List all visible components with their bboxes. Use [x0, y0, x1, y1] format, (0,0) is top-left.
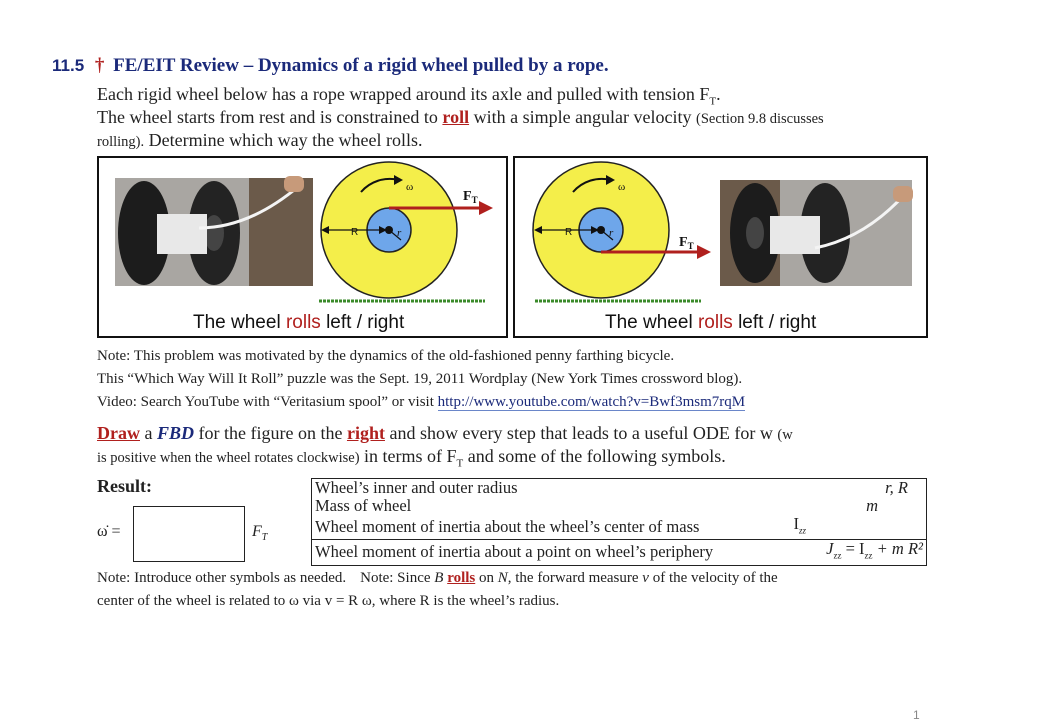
symbol-value: $J_{zz} = I_{zz} + m$ R² [826, 539, 923, 561]
intro-line-1: Each rigid wheel below has a rope wrapped around its axle and pulled with tension $F_T$. [97, 84, 721, 108]
symbol-desc: Wheel’s inner and outer radius [315, 478, 518, 497]
problem-number: 11.5 [52, 56, 85, 75]
label-R-right: R [565, 227, 573, 238]
left-figure-drawing [99, 158, 506, 336]
symbol-desc: Wheel moment of inertia about a point on wheel’s periphery [315, 542, 714, 562]
intro-line-2: The wheel starts from rest and is constrained to roll with a simple angular velocity (Section 9.8 discusses [97, 107, 824, 127]
label-r-left: r [397, 227, 402, 239]
right-caption: The wheel rolls left / right [605, 312, 817, 333]
symbol-value: r, R [885, 478, 908, 497]
label-R-left: R [351, 227, 359, 238]
note-line-2: This “Which Way Will It Roll” puzzle was the Sept. 19, 2011 Wordplay (New York Times crossword blog). [97, 371, 743, 387]
answer-box[interactable] [133, 506, 245, 562]
task-line-1: Draw a FBD for the figure on the right and show every step that leads to a useful ODE for w (w [97, 423, 793, 443]
label-F-left: $F_T$ [463, 189, 478, 205]
draw-keyword: Draw [97, 423, 140, 443]
omega-dot-label: ω̇ = [97, 523, 121, 540]
task-line-2: is positive when the wheel rotates clockwise) in terms of $F_T$ and some of the following symbols. [97, 446, 726, 470]
right-keyword: right [346, 423, 385, 443]
note-line-3: Video: Search YouTube with “Veritasium spool” or visit http://www.youtube.com/watch?v=Bwf3msm7rqM [97, 394, 746, 410]
symbol-desc: Mass of wheel [315, 496, 412, 515]
symbol-value: $I_{zz}$ [793, 514, 806, 536]
left-figure-panel [97, 156, 508, 338]
footer-line-1: Note: Introduce other symbols as needed. Note: Since B rolls on N, the forward measure v of the velocity of the [97, 570, 778, 586]
result-label: Result: [97, 476, 152, 496]
label-r-right: r [609, 227, 614, 239]
problem-header [52, 55, 609, 77]
FT-label: $F_T$ [252, 523, 268, 544]
label-omega-right: ω [618, 181, 626, 193]
problem-title: FE/EIT Review – Dynamics of a rigid wheel pulled by a rope. [113, 55, 609, 76]
fbd-keyword: FBD [157, 423, 195, 443]
left-caption: The wheel rolls left / right [193, 312, 405, 333]
right-figure-drawing [515, 158, 926, 336]
footer-line-2: center of the wheel is related to ω via v = R ω, where R is the wheel’s radius. [97, 593, 560, 609]
spool-photo-left [115, 176, 313, 286]
note-line-1: Note: This problem was motivated by the dynamics of the old-fashioned penny farthing bicycle. [97, 348, 675, 364]
intro-line-3: rolling). Determine which way the wheel rolls. [97, 130, 423, 150]
table-row [312, 497, 926, 515]
table-row [312, 479, 926, 497]
right-figure-panel [513, 156, 928, 338]
symbol-desc: Wheel moment of inertia about the wheel’s center of mass [315, 517, 700, 537]
page-number: 1 [913, 708, 920, 722]
table-row [312, 515, 926, 540]
label-omega-left: ω [406, 181, 414, 193]
dagger-icon: † [94, 55, 105, 76]
youtube-link[interactable]: http://www.youtube.com/watch?v=Bwf3msm7rqM [437, 394, 746, 410]
spool-photo-right [720, 180, 913, 286]
symbols-table [311, 478, 927, 566]
rolls-keyword: rolls [447, 570, 476, 586]
roll-keyword: roll [442, 107, 470, 127]
label-F-right: $F_T$ [679, 235, 694, 251]
table-row [312, 540, 926, 565]
symbol-value: m [866, 496, 878, 515]
